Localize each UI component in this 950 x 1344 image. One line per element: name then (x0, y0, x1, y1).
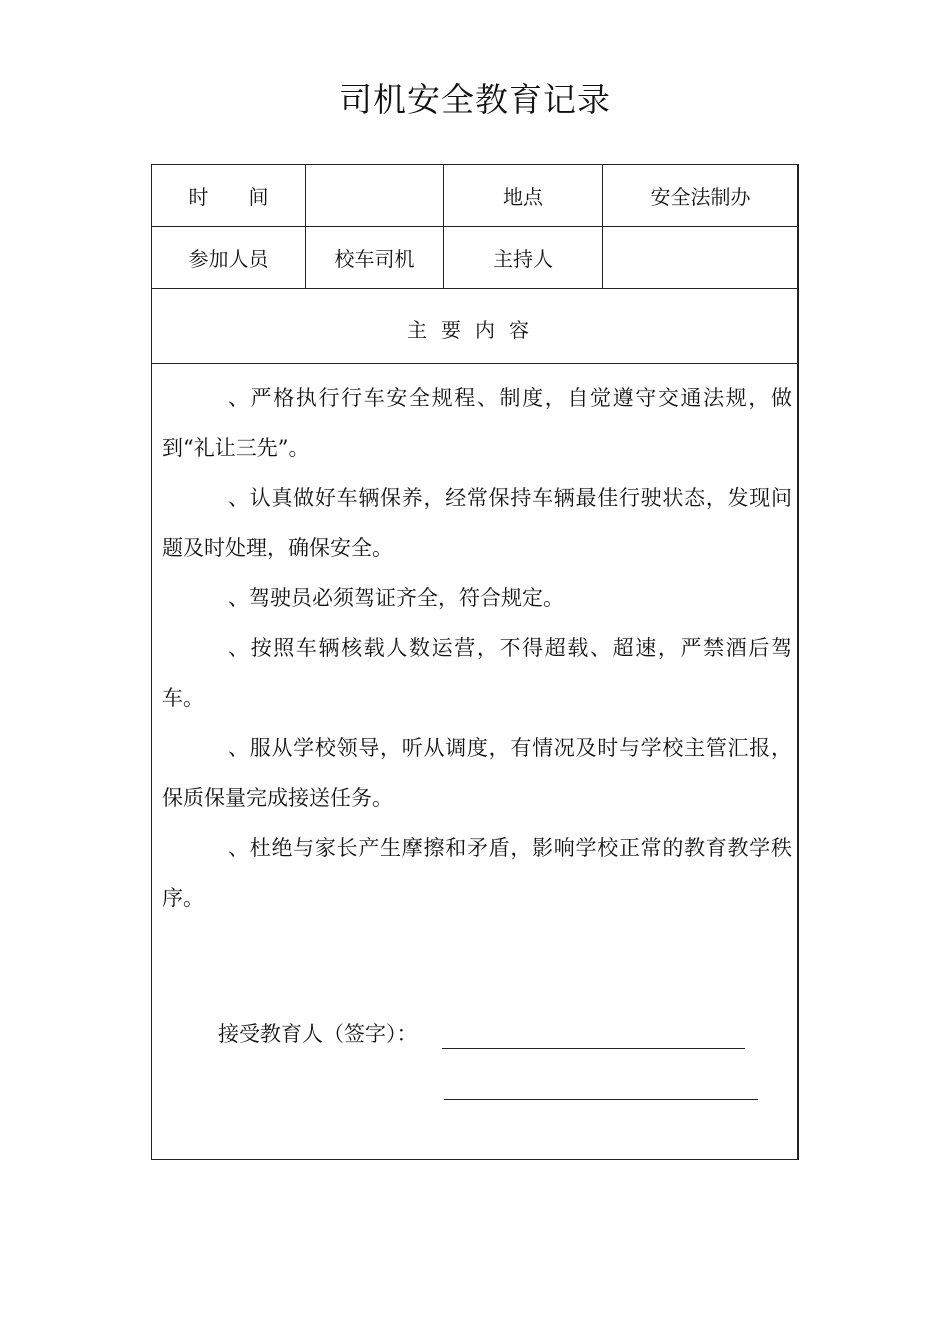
row-divider (152, 288, 798, 289)
signature-line-second[interactable] (444, 1099, 758, 1100)
record-form (151, 164, 799, 1160)
time-value-field[interactable] (306, 165, 443, 226)
content-body (162, 373, 792, 923)
place-value: 安全法制办 (650, 185, 751, 209)
content-paragraph: 、驾驶员必须驾证齐全，符合规定。 (228, 586, 564, 610)
content-paragraph: 、杜绝与家长产生摩擦和矛盾，影响学校正常的教育教学秩序。 (162, 836, 792, 910)
signature-line[interactable] (442, 1048, 745, 1049)
content-paragraph: 、严格执行行车安全规程、制度，自觉遵守交通法规，做到“礼让三先”。 (162, 386, 792, 460)
section-heading: 主要内容 (407, 317, 543, 342)
attendees-value: 校车司机 (334, 247, 415, 271)
host-label: 主持人 (493, 247, 553, 271)
time-label: 时 间 (188, 185, 269, 209)
host-value-field[interactable] (603, 227, 798, 288)
place-label: 地点 (503, 185, 543, 209)
page-title: 司机安全教育记录 (339, 80, 611, 119)
content-paragraph: 、认真做好车辆保养，经常保持车辆最佳行驶状态，发现问题及时处理，确保安全。 (162, 486, 792, 560)
signature-label: 接受教育人（签字）： (218, 1022, 418, 1046)
content-paragraph: 、按照车辆核载人数运营，不得超载、超速，严禁酒后驾车。 (162, 636, 792, 710)
attendees-label: 参加人员 (188, 247, 269, 271)
content-paragraph: 、服从学校领导，听从调度，有情况及时与学校主管汇报，保质保量完成接送任务。 (162, 736, 792, 810)
